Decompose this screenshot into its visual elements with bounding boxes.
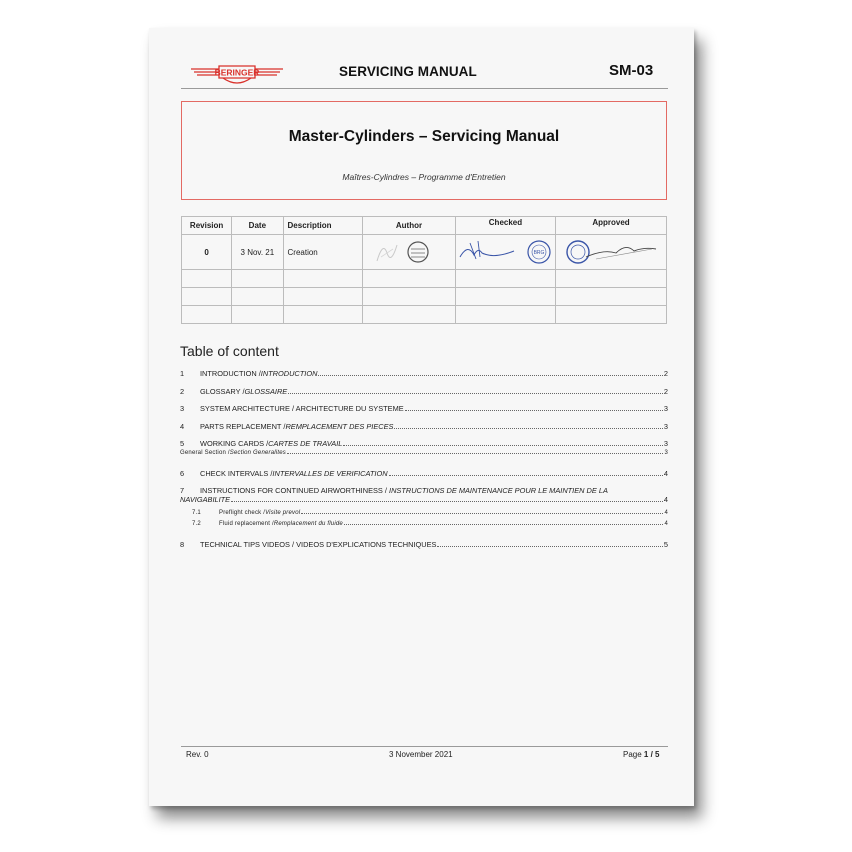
- toc-page: 4: [664, 510, 668, 516]
- col-header-checked: Checked: [455, 217, 555, 235]
- author-signature-icon: [363, 235, 455, 267]
- document-title: Master-Cylinders – Servicing Manual: [288, 128, 560, 145]
- toc-label: WORKING CARDS /: [200, 439, 269, 448]
- toc-label-fr: INSTRUCTIONS DE MAINTENANCE POUR LE MAINTIEN DE LA: [389, 486, 608, 495]
- toc-page: 4: [663, 469, 668, 478]
- title-box: [181, 101, 667, 200]
- toc-num: 7.2: [192, 521, 201, 527]
- toc-label-fr: INTRODUCTION: [260, 369, 318, 378]
- header-divider: [181, 88, 668, 89]
- header-title: SERVICING MANUAL: [339, 64, 477, 79]
- toc-heading: Table of content: [180, 343, 279, 359]
- toc-label-fr: REMPLACEMENT DES PIECES: [285, 422, 394, 431]
- toc-label: General Section /: [180, 450, 230, 456]
- toc-label: PARTS REPLACEMENT /: [200, 422, 286, 431]
- toc-label: GLOSSARY /: [200, 387, 245, 396]
- toc-page: 2: [663, 387, 668, 396]
- toc-entry-5-1[interactable]: [180, 449, 668, 458]
- toc-num: 6: [180, 469, 185, 478]
- toc-label-fr: INTERVALLES DE VERIFICATION: [272, 469, 388, 478]
- table-row: [182, 288, 667, 306]
- toc-entry-6[interactable]: [180, 469, 668, 478]
- document-code: SM-03: [609, 62, 654, 79]
- toc-num: 4: [180, 422, 185, 431]
- toc-label: Fluid replacement /: [219, 521, 274, 527]
- cell-author-signature: [362, 235, 455, 270]
- toc-label-fr: Visite prevol: [265, 510, 301, 516]
- col-header-date: Date: [232, 217, 283, 235]
- revision-table: [181, 216, 667, 324]
- toc-entry-7-2[interactable]: [192, 520, 668, 529]
- toc-label-fr: Remplacement du fluide: [273, 521, 343, 527]
- toc-page: 5: [663, 540, 668, 549]
- footer-page: [623, 750, 659, 759]
- toc-page: 4: [663, 495, 668, 504]
- toc-page: 2: [663, 369, 668, 378]
- toc-num: 5: [180, 439, 185, 448]
- approved-signature-icon: [556, 235, 666, 267]
- toc-entry-5[interactable]: [180, 439, 668, 448]
- footer-divider: [181, 746, 668, 747]
- beringer-logo: [189, 62, 285, 86]
- toc-entry-3[interactable]: [180, 404, 668, 413]
- col-header-revision: Revision: [182, 217, 232, 235]
- cell-date: 3 Nov. 21: [232, 235, 283, 270]
- col-header-author: Author: [362, 217, 455, 235]
- toc-num: 8: [180, 540, 185, 549]
- cell-revision: 0: [182, 235, 232, 270]
- toc-page: 3: [664, 450, 668, 456]
- toc-num: 1: [180, 369, 185, 378]
- cell-approved-signature: [555, 235, 666, 270]
- document-page: [149, 28, 694, 806]
- toc-label: INTRODUCTION /: [200, 369, 261, 378]
- toc-label: INSTRUCTIONS FOR CONTINUED AIRWORTHINESS /: [200, 486, 390, 495]
- checked-signature-icon: [456, 235, 555, 267]
- col-header-description: Description: [283, 217, 362, 235]
- toc-entry-4[interactable]: [180, 422, 668, 431]
- cell-description: Creation: [283, 235, 362, 270]
- toc-entry-7[interactable]: [180, 486, 668, 504]
- toc-label-fr-line2: NAVIGABILITE: [180, 495, 231, 504]
- table-row: [182, 235, 667, 270]
- toc-num: 7: [180, 486, 185, 495]
- table-header-row: [182, 217, 667, 235]
- toc-label: SYSTEM ARCHITECTURE / ARCHITECTURE DU SYSTEME: [200, 404, 404, 413]
- toc-label-fr: CARTES DE TRAVAIL: [268, 439, 343, 448]
- toc-entry-1[interactable]: [180, 369, 668, 378]
- footer-date: 3 November 2021: [389, 750, 453, 759]
- footer-revision: Rev. 0: [186, 750, 209, 759]
- col-header-approved: Approved: [555, 217, 666, 235]
- toc-entry-2[interactable]: [180, 387, 668, 396]
- footer-page-number: 1 / 5: [643, 750, 660, 759]
- table-row: [182, 306, 667, 324]
- toc-label-fr: Section Generalites: [229, 450, 286, 456]
- table-row: [182, 270, 667, 288]
- toc-label: CHECK INTERVALS /: [200, 469, 273, 478]
- toc-page: 3: [663, 404, 668, 413]
- toc-entry-7-1[interactable]: [192, 509, 668, 518]
- cell-checked-signature: [455, 235, 555, 270]
- toc-num: 3: [180, 404, 185, 413]
- logo-text: BERINGER: [214, 67, 260, 78]
- toc-page: 3: [663, 422, 668, 431]
- document-subtitle: Maîtres-Cylindres – Programme d'Entretien: [342, 172, 506, 182]
- toc-num: 2: [180, 387, 185, 396]
- checked-stamp-text: BRG: [533, 250, 545, 256]
- toc-num: 7.1: [192, 510, 201, 516]
- toc-entry-8[interactable]: [180, 540, 668, 549]
- toc-label: TECHNICAL TIPS VIDEOS / VIDEOS D'EXPLICATIONS TECHNIQUES: [200, 540, 437, 549]
- footer-page-prefix: Page: [623, 750, 644, 759]
- toc-label: Preflight check /: [219, 510, 266, 516]
- toc-page: 3: [663, 439, 668, 448]
- toc-page: 4: [664, 521, 668, 527]
- toc-label-fr: GLOSSAIRE: [244, 387, 288, 396]
